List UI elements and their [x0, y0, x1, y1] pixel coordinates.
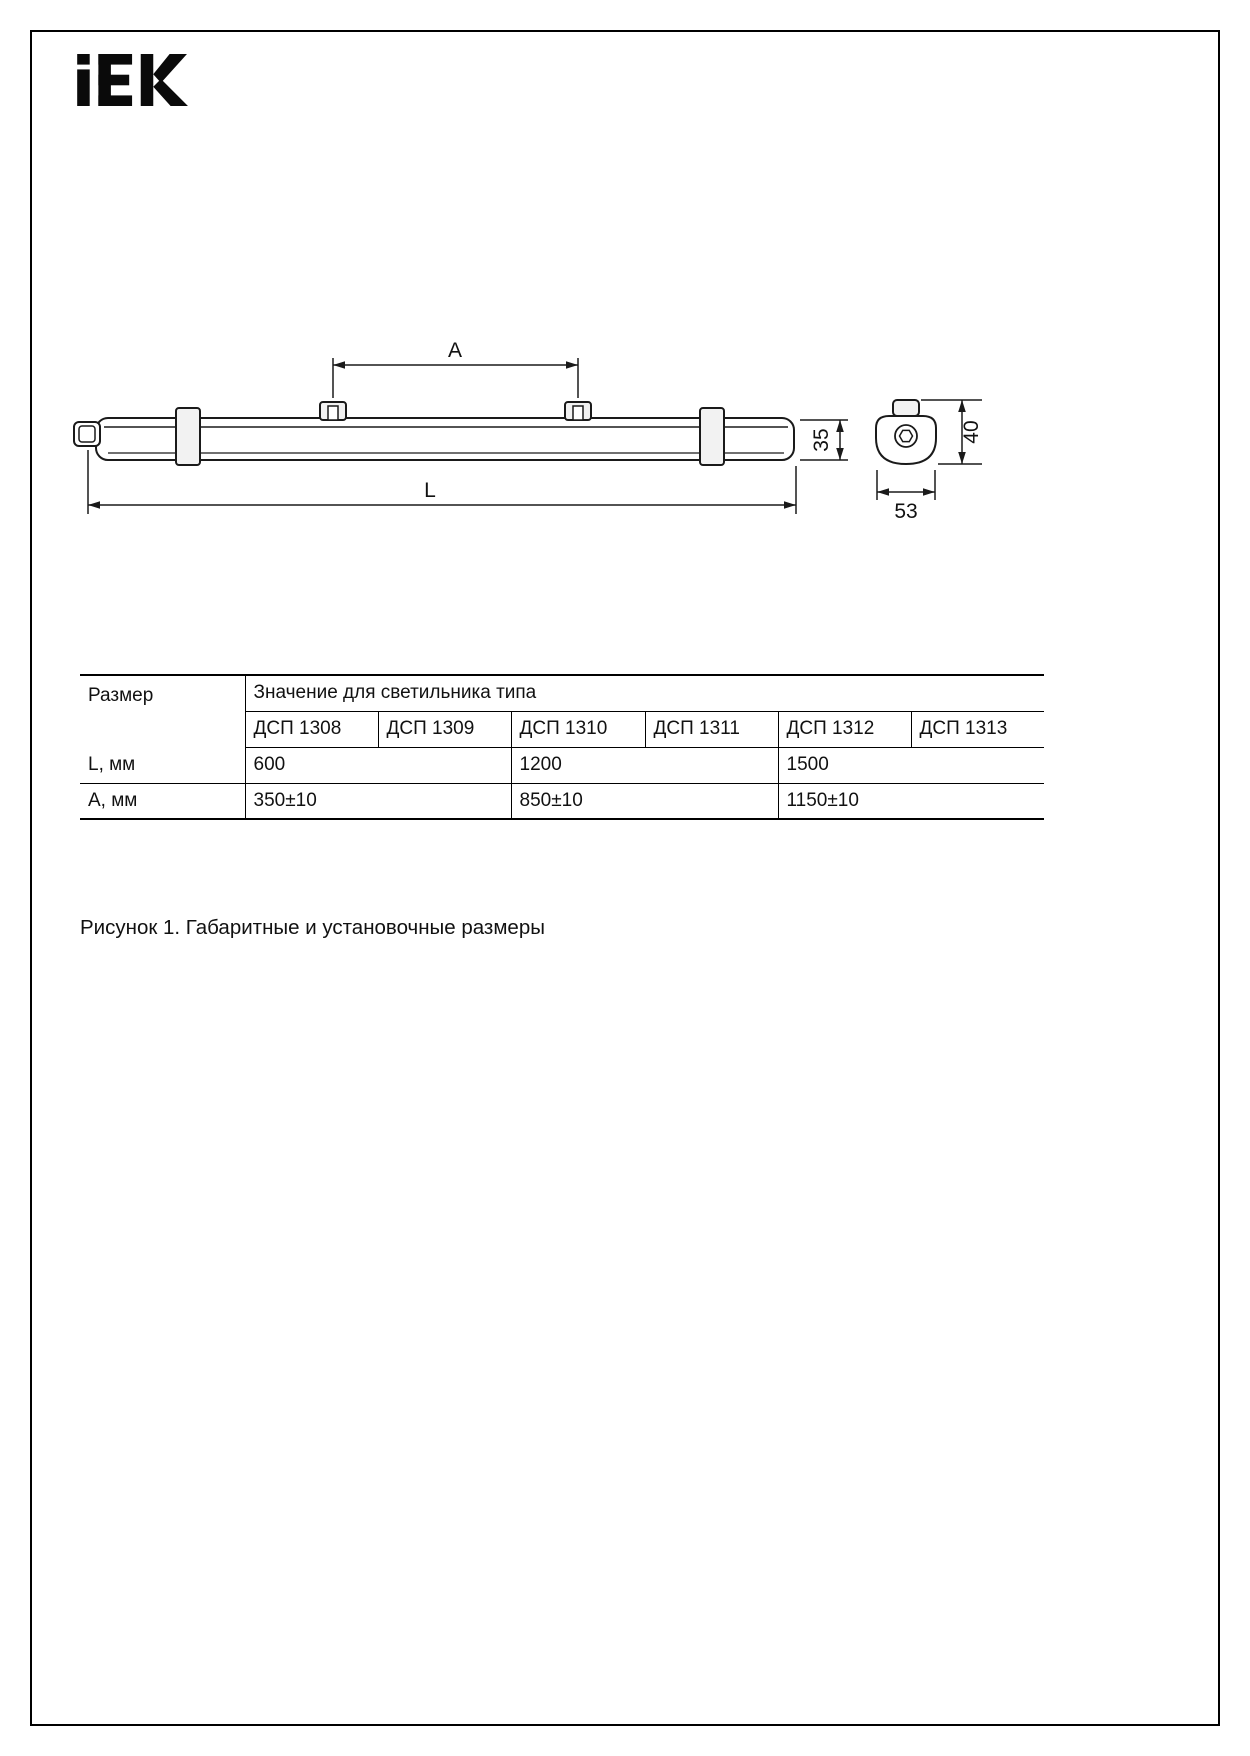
- end-view-clip: [893, 400, 919, 416]
- table-header-size: Размер: [80, 675, 245, 747]
- dimension-35: [800, 420, 848, 460]
- row-label-a: А, мм: [80, 783, 245, 819]
- mounting-strap-right: [700, 408, 724, 465]
- luminaire-side-view: [74, 402, 794, 465]
- table-row-length: [80, 747, 1044, 783]
- value-l-1200: 1200: [511, 747, 778, 783]
- mounting-clip-right: [565, 402, 591, 420]
- value-l-600: 600: [245, 747, 511, 783]
- dim-label-40: 40: [960, 420, 983, 444]
- table-header-model-1313: ДСП 1313: [911, 711, 1044, 747]
- mounting-strap-left: [176, 408, 200, 465]
- figure-1-drawing: [0, 330, 1250, 540]
- table-header-model-1311: ДСП 1311: [645, 711, 778, 747]
- luminaire-end-view: [876, 400, 936, 464]
- table-header-group: Значение для светильника типа: [245, 675, 1044, 711]
- page-border: [30, 30, 1220, 1726]
- figure-caption: Рисунок 1. Габаритные и установочные размеры: [80, 916, 545, 939]
- value-a-1150: 1150±10: [786, 789, 859, 811]
- table-row-mount-distance: [80, 783, 1044, 819]
- table-group-header-row: [80, 675, 1044, 711]
- dim-label-a: A: [447, 339, 463, 362]
- dim-label-35: 35: [810, 428, 833, 452]
- value-a-850: 850±10: [511, 783, 778, 819]
- dimensions-table-wrapper: [80, 674, 1044, 820]
- iek-logo: [75, 54, 193, 106]
- mounting-clip-left: [320, 402, 346, 420]
- dim-label-53: 53: [894, 500, 918, 523]
- row-label-l: L, мм: [80, 747, 245, 783]
- table-header-model-1308: ДСП 1308: [245, 711, 378, 747]
- dimensions-table: [80, 674, 1044, 820]
- dimension-a: [333, 339, 578, 398]
- screw-hex: [900, 430, 913, 441]
- dim-label-l: L: [424, 479, 436, 502]
- cable-gland: [74, 422, 100, 446]
- value-l-1500: 1500: [778, 747, 1044, 783]
- value-a-350: 350±10: [245, 783, 511, 819]
- table-header-model-1312: ДСП 1312: [778, 711, 911, 747]
- table-header-model-1309: ДСП 1309: [378, 711, 511, 747]
- table-header-model-1310: ДСП 1310: [511, 711, 645, 747]
- iek-logo-letters: [77, 54, 188, 106]
- dimension-53: [877, 470, 935, 523]
